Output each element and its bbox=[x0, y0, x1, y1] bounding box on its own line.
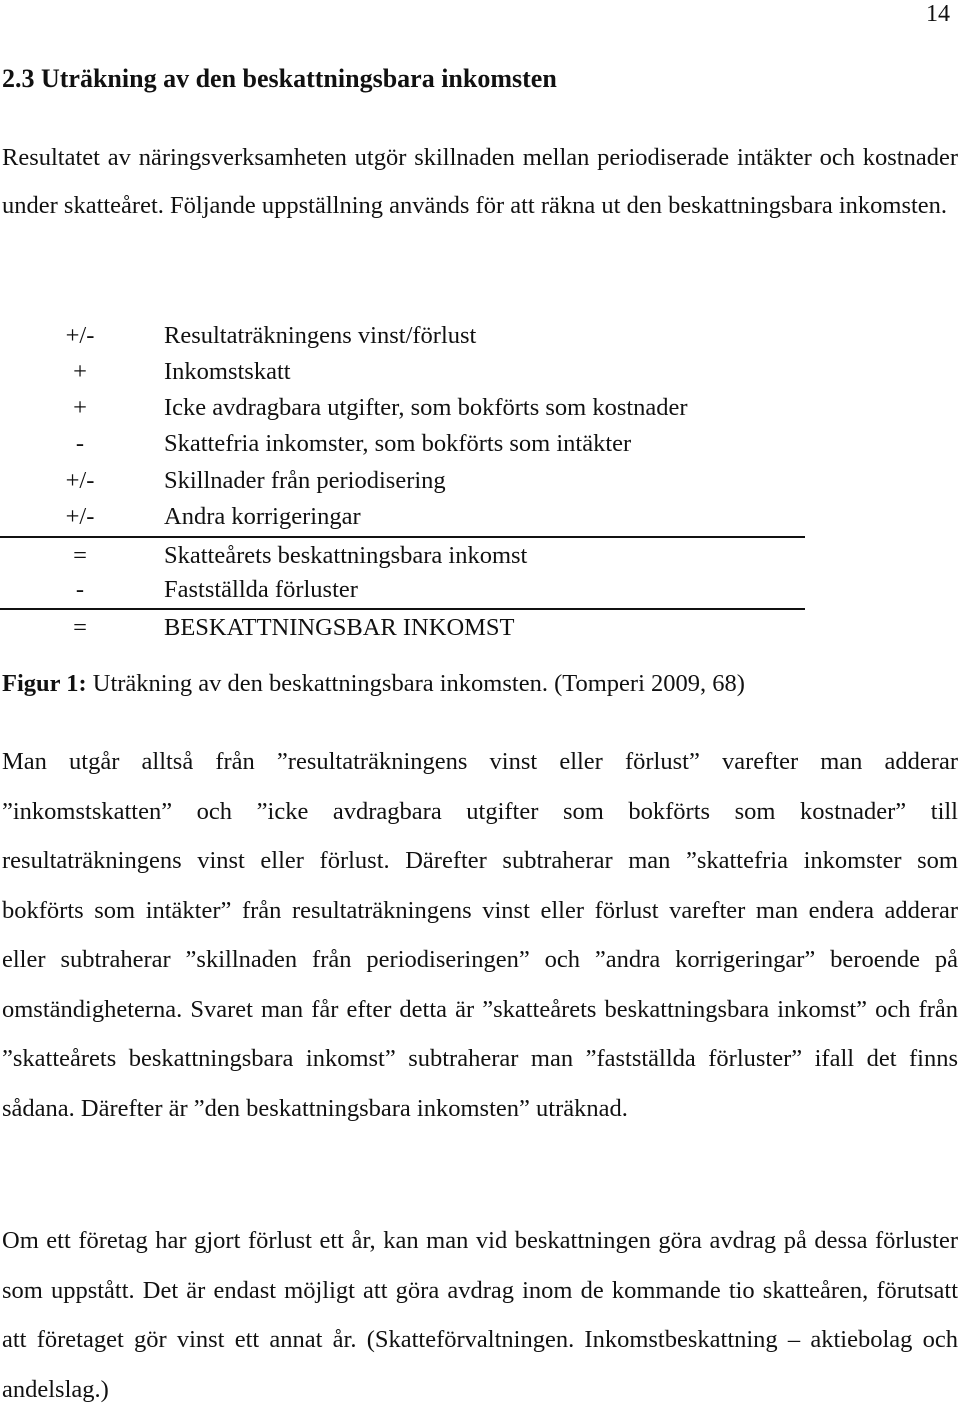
calc-item: Fastställda förluster bbox=[164, 576, 358, 603]
calc-item: BESKATTNINGSBAR INKOMST bbox=[164, 614, 515, 641]
figure-caption bbox=[2, 666, 745, 702]
calc-item: Inkomstskatt bbox=[164, 358, 291, 385]
calc-row bbox=[0, 390, 960, 426]
calc-item: Resultaträkningens vinst/förlust bbox=[164, 322, 477, 349]
calc-row bbox=[0, 610, 960, 646]
explanation-paragraph: Man utgår alltså från ”resultaträkningens vinst eller förlust” varefter man adderar ”inkomstskatten” och ”icke avdragbara utgifter som bokförts som kostnader” till resultaträkningens vinst eller förlust. Därefter subtraherar man ”skattefria inkomster som bokförts som intäkter” från resultaträkningens vinst eller förlust varefter man endera adderar eller subtraherar ”skillnaden från periodiseringen” och ”andra korrigeringar” beroende på omständigheterna. Svaret man får efter detta är ”skatteårets beskattningsbara inkomst” och från ”skatteårets beskattningsbara inkomst” subtraherar man ”fastställda förluster” ifall det finns sådana. Därefter är ”den beskattningsbara inkomsten” uträknad. bbox=[2, 748, 958, 1122]
losses-paragraph: Om ett företag har gjort förlust ett år, kan man vid beskattningen göra avdrag på dessa förluster som uppstått. Det är endast möjligt att göra avdrag inom de kommande tio skatteåren, förutsatt att företaget gör vinst ett annat år. (Skatteförvaltningen. Inkomstbeskattning – aktiebolag och andelslag.) bbox=[2, 1227, 958, 1403]
calc-row bbox=[0, 318, 960, 354]
calc-item: Skillnader från periodisering bbox=[164, 467, 446, 494]
figure-caption-text: Uträkning av den beskattningsbara inkomsten. (Tomperi 2009, 68) bbox=[86, 670, 745, 697]
calc-operator: - bbox=[75, 576, 85, 603]
calc-operator: + bbox=[73, 394, 87, 421]
calc-row bbox=[0, 354, 960, 390]
calc-row bbox=[0, 499, 960, 535]
page-number: 14 bbox=[926, 1, 950, 27]
calc-operator: +/- bbox=[65, 467, 95, 494]
calc-operator: = bbox=[73, 614, 87, 641]
calc-row bbox=[0, 463, 960, 499]
calc-row bbox=[0, 572, 960, 608]
calculation-table bbox=[0, 318, 960, 658]
calc-operator: = bbox=[73, 542, 87, 569]
calc-operator: + bbox=[73, 358, 87, 385]
calc-operator: - bbox=[75, 430, 85, 457]
figure-label: Figur 1: bbox=[2, 670, 87, 697]
calc-item: Skattefria inkomster, som bokförts som intäkter bbox=[164, 430, 632, 457]
calc-operator: +/- bbox=[65, 503, 95, 530]
section-heading: 2.3 Uträkning av den beskattningsbara inkomsten bbox=[2, 64, 557, 93]
calc-row bbox=[0, 426, 960, 462]
calc-item: Icke avdragbara utgifter, som bokförts som kostnader bbox=[164, 394, 688, 421]
intro-paragraph: Resultatet av näringsverksamheten utgör skillnaden mellan periodiserade intäkter och kostnader under skatteåret. Följande uppställning används för att räkna ut den beskattningsbara inkomsten. bbox=[2, 144, 958, 219]
calc-item: Skatteårets beskattningsbara inkomst bbox=[164, 542, 528, 569]
calc-row bbox=[0, 538, 960, 574]
calc-item: Andra korrigeringar bbox=[164, 503, 361, 530]
calc-operator: +/- bbox=[65, 322, 95, 349]
